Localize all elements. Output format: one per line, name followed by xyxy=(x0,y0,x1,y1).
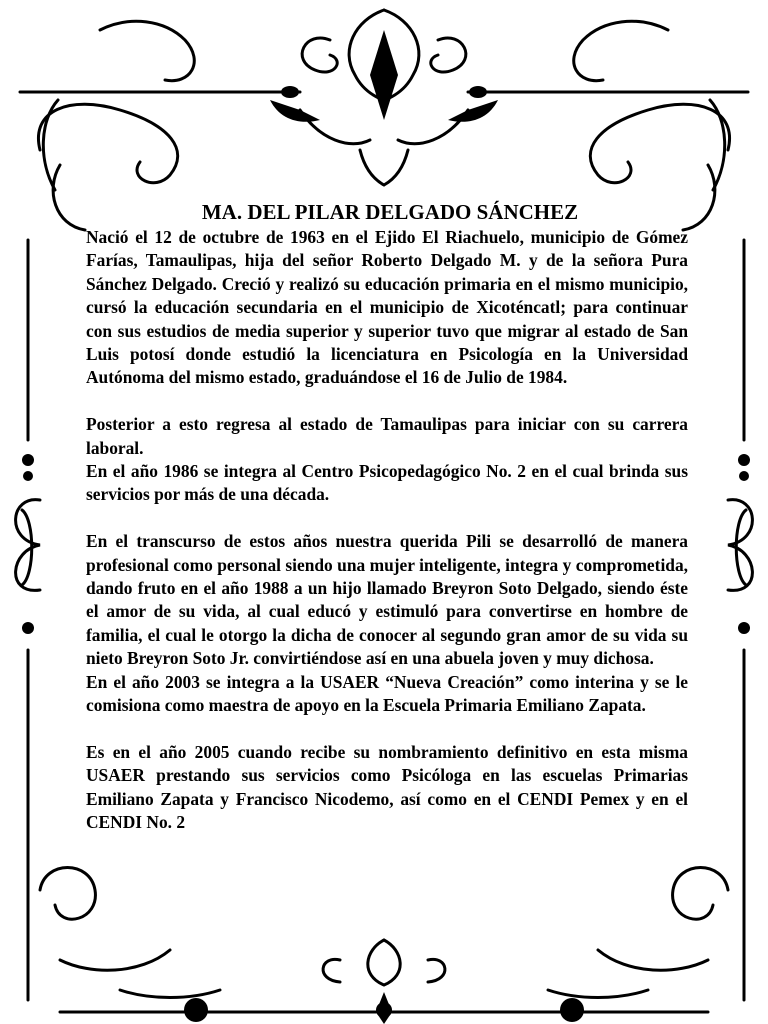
paragraph-usaer-2003: En el año 2003 se integra a la USAER “Nueva Creación” como interina y se le comisiona como maestra de apoyo en la Escuela Primaria Emiliano Zapata. xyxy=(86,671,688,716)
paragraph-gap xyxy=(86,507,688,530)
paragraph-early-life: Nació el 12 de octubre de 1963 en el Ejido El Riachuelo, municipio de Gómez Farías, Tamaulipas, hija del señor Roberto Delgado M. y de la señora Pura Sánchez Delgado. Creció y realizó su educación primaria en el mismo municipio, cursó la educación secundaria en el municipio de Xicoténcatl; para continuar con sus estudios de media superior y superior tuvo que migrar al estado de San Luis potosí donde estudió la licenciatura en Psicología en la Universidad Autónoma del mismo estado, graduándose el 16 de Julio de 1984. xyxy=(86,227,688,388)
paragraph-usaer-2005: Es en el año 2005 cuando recibe su nombramiento definitivo en esta misma USAER prestando sus servicios como Psicóloga en las escuelas Primarias Emiliano Zapata y Francisco Nicodemo, así como en el CENDI Pemex y en el CENDI No. 2 xyxy=(86,741,688,833)
document-title: MA. DEL PILAR DELGADO SÁNCHEZ xyxy=(201,200,579,224)
paragraph-return: Posterior a esto regresa al estado de Tamaulipas para iniciar con su carrera laboral. xyxy=(86,414,688,458)
paragraph-gap xyxy=(86,718,688,741)
biography-document xyxy=(86,198,688,835)
paragraph-gap xyxy=(86,390,688,413)
paragraph-centro: En el año 1986 se integra al Centro Psicopedagógico No. 2 en el cual brinda sus servicios por más de una década. xyxy=(86,461,688,505)
paragraph-family: En el transcurso de estos años nuestra querida Pili se desarrolló de manera profesional como personal siendo una mujer inteligente, integra y comprometida, dando fruto en el año 1988 a un hijo llamado Breyron Soto Delgado, siendo éste el amor de su vida, al cual educó y estimuló para convertirse en hombre de familia, el cual le otorgo la dicha de conocer al segundo gran amor de su vida su nieto Breyron Soto Jr. convirtiéndose así en una abuela joven y muy dichosa. xyxy=(86,531,688,669)
